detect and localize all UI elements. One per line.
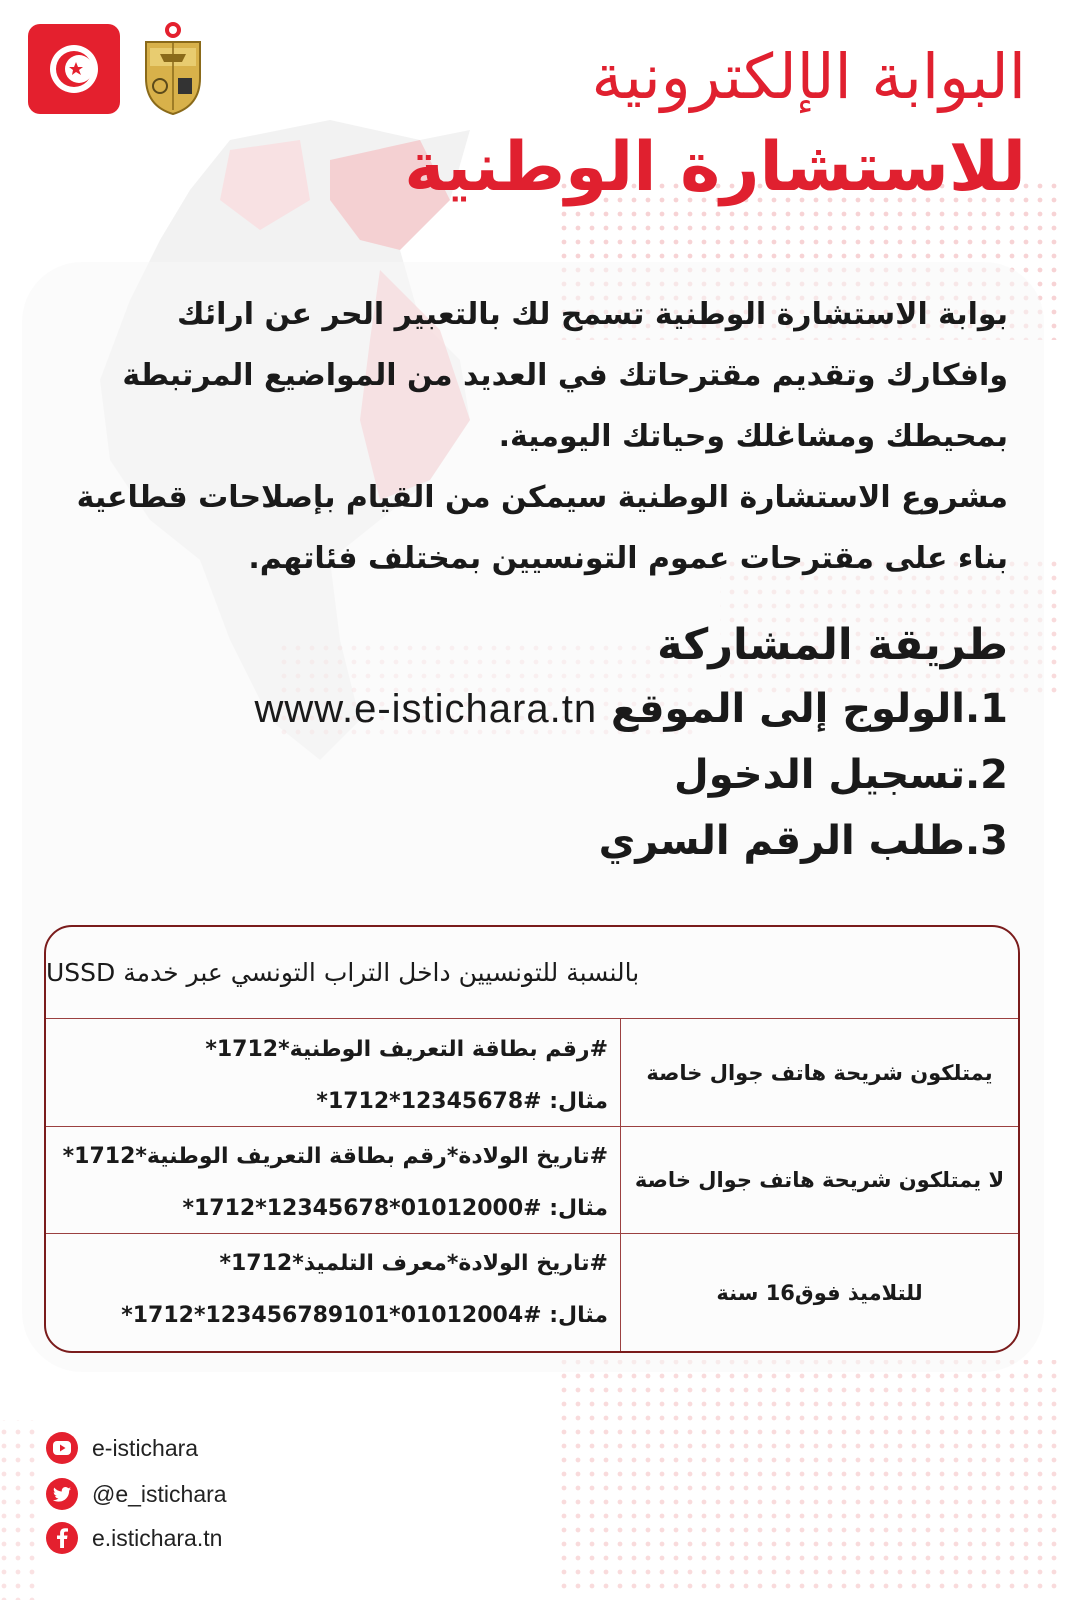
social-youtube[interactable] xyxy=(46,1432,198,1464)
ussd-example: مثال: #12345678*1712* xyxy=(316,1089,608,1114)
youtube-handle: e-istichara xyxy=(92,1434,199,1461)
social-twitter[interactable] xyxy=(46,1478,227,1510)
table-row xyxy=(46,1233,1018,1353)
ussd-example: مثال: #01012000*12345678*1712* xyxy=(182,1196,608,1221)
intro-line: بناء على مقترحات عموم التونسيين بمختلف فئاتهم. xyxy=(248,541,1008,576)
ussd-example: مثال: #01012004*123456789101*1712* xyxy=(121,1303,608,1328)
row-code-cell xyxy=(46,1019,624,1126)
intro-line: وافكارك وتقديم مقترحاتك في العديد من المواضيع المرتبطة xyxy=(122,358,1008,393)
table-row xyxy=(46,1126,1018,1234)
row-category: لا يمتلكون شريحة هاتف جوال خاصة xyxy=(620,1126,1018,1233)
intro-line: بوابة الاستشارة الوطنية تسمح لك بالتعبير الحر عن ارائك xyxy=(176,297,1008,332)
intro-text xyxy=(48,284,1008,589)
facebook-handle: e.istichara.tn xyxy=(92,1524,223,1551)
youtube-icon xyxy=(46,1432,78,1464)
row-category: يمتلكون شريحة هاتف جوال خاصة xyxy=(620,1019,1018,1126)
table-header xyxy=(46,927,1018,1019)
tunisia-flag-icon xyxy=(28,24,120,114)
website-link[interactable]: www.e-istichara.tn xyxy=(254,687,598,731)
ussd-code: #تاريخ الولادة*رقم بطاقة التعريف الوطنية*1712* xyxy=(62,1144,608,1169)
step-1-label: 1.الولوج إلى الموقع xyxy=(611,686,1008,732)
table-row xyxy=(46,1019,1018,1127)
social-facebook[interactable] xyxy=(46,1522,222,1554)
participation-title: طريقة المشاركة xyxy=(657,620,1008,670)
twitter-handle: @e_istichara xyxy=(92,1480,227,1507)
step-2: 2.تسجيل الدخول xyxy=(674,752,1008,798)
row-code-cell xyxy=(46,1233,624,1353)
ussd-code: #رقم بطاقة التعريف الوطنية*1712* xyxy=(205,1037,608,1062)
ussd-code: #تاريخ الولادة*معرف التلميذ*1712* xyxy=(219,1251,608,1276)
coat-of-arms-icon xyxy=(140,18,206,116)
step-3: 3.طلب الرقم السري xyxy=(598,818,1008,864)
step-1 xyxy=(255,686,1008,732)
portal-title-line1: البوابة الإلكترونية xyxy=(591,40,1026,113)
table-header-text: بالنسبة للتونسيين داخل التراب التونسي عبر خدمة USSD xyxy=(46,958,640,987)
intro-line: بمحيطك ومشاغلك وحياتك اليومية. xyxy=(498,419,1008,454)
intro-line: مشروع الاستشارة الوطنية سيمكن من القيام بإصلاحات قطاعية xyxy=(76,480,1008,515)
portal-title-line2: للاستشارة الوطنية xyxy=(404,128,1026,207)
facebook-icon xyxy=(46,1522,78,1554)
row-category: للتلاميذ فوق16 سنة xyxy=(620,1233,1018,1353)
twitter-icon xyxy=(46,1478,78,1510)
ussd-table xyxy=(44,925,1020,1353)
row-code-cell xyxy=(46,1126,624,1233)
